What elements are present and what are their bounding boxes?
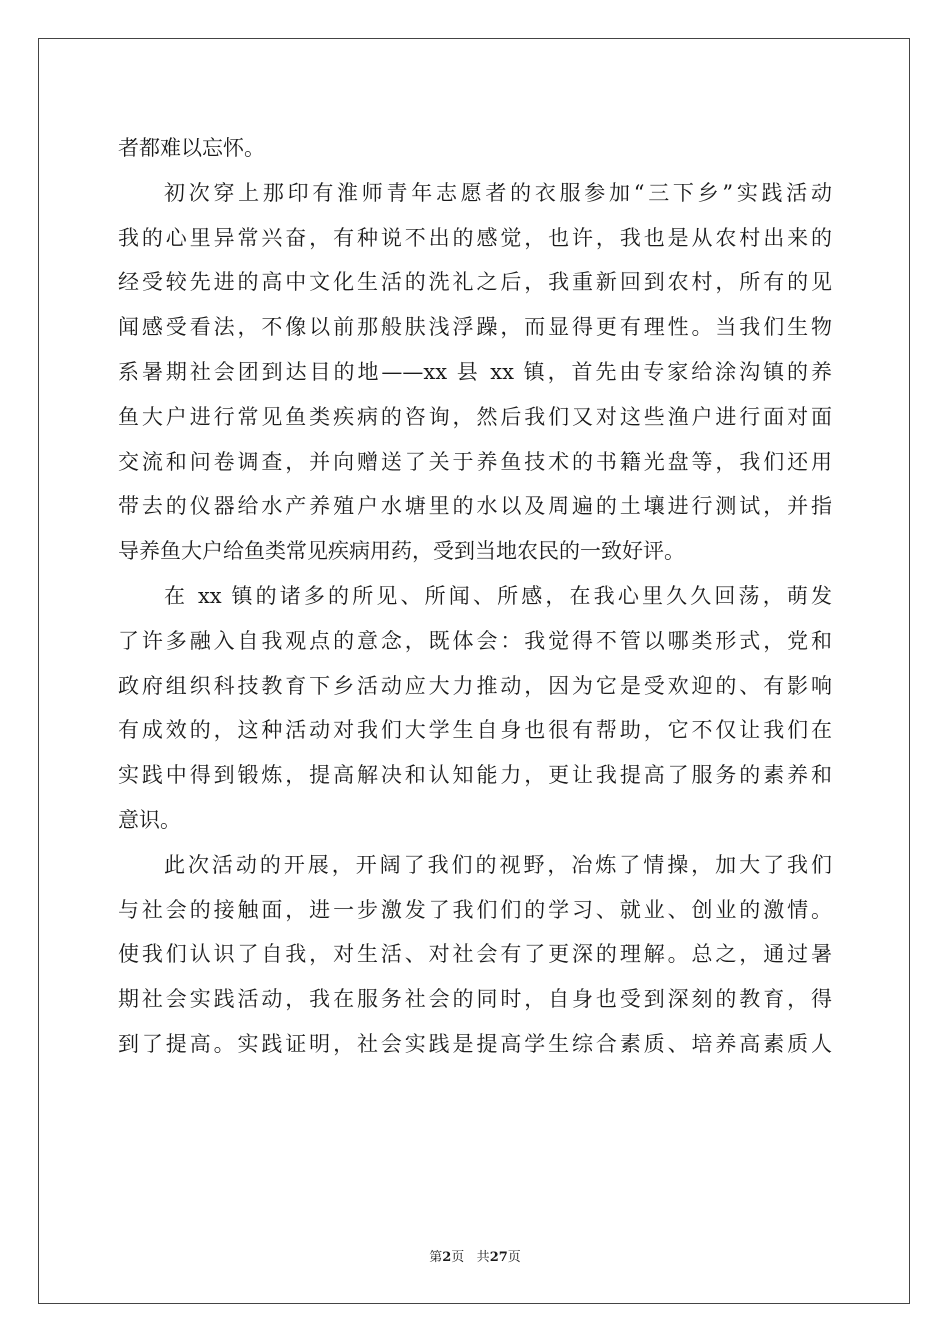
- paragraph: [118, 574, 832, 843]
- text-line: 政府组织科技教育下乡活动应大力推动，因为它是受欢迎的、有影响: [118, 673, 832, 698]
- text-line: 使我们认识了自我，对生活、对社会有了更深的理解。总之，通过暑: [118, 942, 832, 967]
- footer-prefix: 第: [429, 1250, 443, 1265]
- footer-total-unit: 页: [507, 1250, 521, 1265]
- page-footer: [0, 1246, 950, 1265]
- footer-total-prefix: 共: [476, 1250, 490, 1265]
- paragraph: [118, 171, 832, 574]
- text-line: 与社会的接触面，进一步激发了我们们的学习、就业、创业的激情。: [118, 897, 832, 922]
- text-line: 闻感受看法，不像以前那般肤浅浮躁，而显得更有理性。当我们生物: [118, 315, 832, 340]
- paragraph: [118, 126, 832, 171]
- text-line: 在 xx 镇的诸多的所见、所闻、所感，在我心里久久回荡，萌发: [164, 583, 832, 608]
- footer-current-page: 2: [442, 1250, 452, 1265]
- text-line: 经受较先进的高中文化生活的洗礼之后，我重新回到农村，所有的见: [118, 270, 832, 295]
- text-line: 导养鱼大户给鱼类常见疾病用药，受到当地农民的一致好评。: [118, 539, 685, 564]
- text-line: 了许多融入自我观点的意念，既体会：我觉得不管以哪类形式，党和: [118, 628, 832, 653]
- text-line: 实践中得到锻炼，提高解决和认知能力，更让我提高了服务的素养和: [118, 763, 832, 788]
- text-line: 系暑期社会团到达目的地——xx 县 xx 镇，首先由专家给涂沟镇的养: [118, 359, 832, 384]
- footer-page-unit: 页: [451, 1250, 465, 1265]
- text-line: 者都难以忘怀。: [118, 136, 265, 160]
- document-body: [118, 126, 832, 1067]
- footer-total-pages: 27: [489, 1250, 508, 1265]
- text-line: 鱼大户进行常见鱼类疾病的咨询，然后我们又对这些渔户进行面对面: [118, 404, 832, 429]
- text-line: 到了提高。实践证明，社会实践是提高学生综合素质、培养高素质人: [118, 1031, 832, 1056]
- text-line: 带去的仪器给水产养殖户水塘里的水以及周遍的土壤进行测试，并指: [118, 494, 832, 519]
- paragraph: [118, 843, 832, 1067]
- text-line: 意识。: [118, 807, 181, 832]
- text-line: 我的心里异常兴奋，有种说不出的感觉，也许，我也是从农村出来的: [118, 225, 832, 250]
- text-line: 此次活动的开展，开阔了我们的视野，冶炼了情操，加大了我们: [164, 852, 832, 877]
- text-line: 交流和问卷调查，并向赠送了关于养鱼技术的书籍光盘等，我们还用: [118, 449, 832, 474]
- text-line: 初次穿上那印有淮师青年志愿者的衣服参加“三下乡”实践活动: [164, 180, 832, 205]
- text-line: 有成效的，这种活动对我们大学生自身也很有帮助，它不仅让我们在: [118, 718, 832, 743]
- text-line: 期社会实践活动，我在服务社会的同时，自身也受到深刻的教育，得: [118, 987, 832, 1012]
